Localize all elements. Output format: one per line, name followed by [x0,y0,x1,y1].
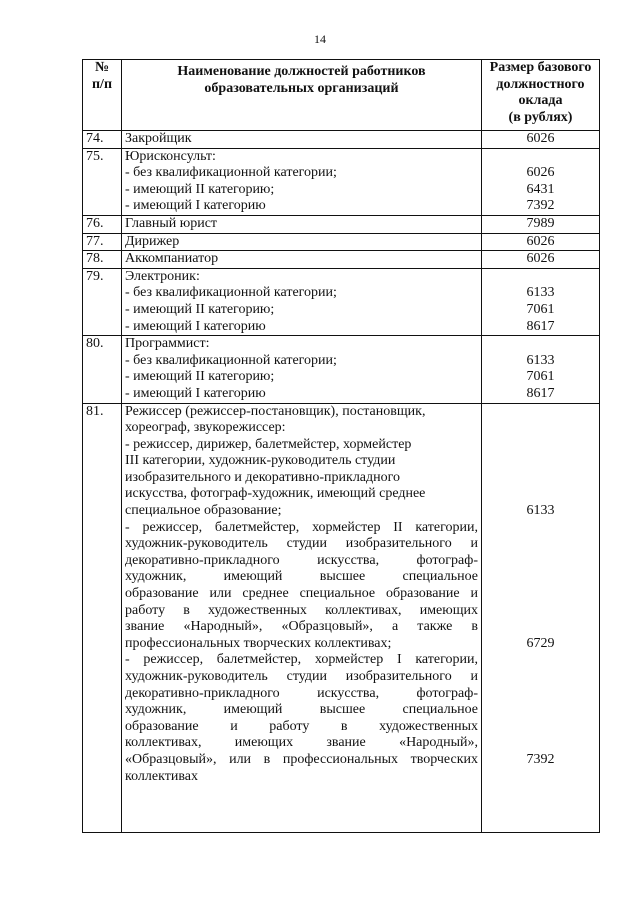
salary-spacer [485,486,596,503]
position-line: искусства, фотограф-художник, имеющий среднее [125,486,426,502]
position-line: - без квалификационной категории; [125,352,337,368]
position-line: специальное образование; [125,503,282,519]
salary-value [485,149,596,166]
table-row [83,131,600,149]
salary-spacer [485,553,596,570]
position-name [122,215,482,233]
position-line: - режиссер, балетмейстер, хормейстер II категории, [125,519,478,535]
salary-value: 6026 [526,131,555,146]
salary-spacer [485,619,596,636]
position-line: изобразительного и декоративно-прикладного [125,469,401,485]
position-line: - имеющий I категорию [125,318,266,334]
position-line: - имеющий II категорию; [125,301,275,317]
header-base-salary [482,60,600,131]
table-body [83,131,600,833]
salary-value: 8617 [526,318,555,334]
salary-cell [482,131,600,149]
salary-spacer [485,686,596,703]
salary-spacer [485,470,596,487]
position-line: декоративно-прикладного искусства, фотограф- [125,552,478,568]
salary-spacer [485,669,596,686]
row-number: 75. [83,148,122,215]
row-number: 76. [83,215,122,233]
position-name [122,403,482,832]
position-line: Дирижер [125,233,180,249]
position-line: - имеющий II категорию; [125,369,275,385]
position-line: III категории, художник-руководитель студии [125,453,396,469]
table-row [83,215,600,233]
salary-spacer [485,453,596,470]
position-line: образование и работу в художественных [125,718,478,734]
position-line: Программист: [125,336,210,352]
position-name [122,233,482,251]
salary-spacer [485,404,596,421]
salary-value: 7392 [526,751,555,767]
row-number: 74. [83,131,122,149]
salary-spacer [485,586,596,603]
position-line: - имеющий II категорию; [125,181,275,197]
header-salary-text: Размер базового [489,60,592,75]
page-number: 14 [314,32,326,46]
salary-cell [482,215,600,233]
table-row [83,251,600,269]
header-name-text: образовательных организаций [204,80,399,96]
salary-value: 6133 [526,503,555,519]
position-line: - режиссер, дирижер, балетмейстер, хормейстер [125,436,412,452]
row-number: 78. [83,251,122,269]
header-number [83,60,122,131]
salary-value: 7061 [526,369,555,385]
salary-spacer [485,569,596,586]
header-salary-text: (в рублях) [508,109,573,125]
salary-spacer [485,420,596,437]
position-line: работу в художественных коллективах, имеющих [125,602,478,618]
table-row [83,403,600,832]
salary-spacer [485,520,596,537]
header-number-text: № [94,60,110,75]
position-line: - режиссер, балетмейстер, хормейстер I категории, [125,652,478,668]
row-number: 77. [83,233,122,251]
salary-value: 6729 [526,635,555,651]
salary-cell [482,268,600,335]
position-line: коллективах, имеющих звание «Народный», [125,735,478,751]
header-salary-text: должностного [496,76,585,92]
salary-cell [482,403,600,832]
position-line: «Образцовый», или в профессиональных творческих [125,751,478,767]
position-name [122,251,482,269]
header-number-text: п/п [91,76,113,92]
position-line: образование или среднее специальное образование и [125,586,478,602]
position-line: Электроник: [125,268,200,284]
salary-spacer [485,437,596,454]
salary-value: 7989 [526,215,555,231]
position-name [122,131,482,149]
position-name [122,336,482,403]
salary-value: 6026 [526,251,555,267]
header-position-name [122,60,482,131]
salary-cell [482,148,600,215]
position-line: - имеющий I категорию [125,198,266,214]
position-line: художник, имеющий высшее специальное [125,702,478,718]
position-line: - имеющий I категорию [125,385,266,401]
salary-value: 6026 [526,165,555,181]
position-line: профессиональных творческих коллективах; [125,635,392,651]
position-line: Закройщик [125,131,192,146]
salary-value: 6133 [526,352,555,368]
table-header-row [83,60,600,131]
salary-table [82,59,600,833]
salary-spacer [485,735,596,752]
salary-cell [482,251,600,269]
position-line: звание «Народный», «Образцовый», а также в [125,619,478,635]
row-number: 79. [83,268,122,335]
position-line: - без квалификационной категории; [125,165,337,181]
table-row [83,148,600,215]
position-line: - без квалификационной категории; [125,285,337,301]
position-line: художник-руководитель студии изобразительного и [125,536,478,552]
salary-spacer [485,702,596,719]
position-line: хореограф, звукорежиссер: [125,420,286,436]
position-name [122,268,482,335]
salary-value: 6431 [526,181,555,197]
table-row [83,268,600,335]
table-row [83,233,600,251]
salary-value [485,336,596,353]
position-line: Юрисконсульт: [125,148,216,164]
position-line: Режиссер (режиссер-постановщик), постановщик, [125,403,426,419]
salary-spacer [485,536,596,553]
salary-value: 7392 [526,198,555,214]
salary-spacer [485,603,596,620]
salary-value: 8617 [526,385,555,401]
position-line: декоративно-прикладного искусства, фотограф- [125,685,478,701]
position-line: коллективах [125,768,198,784]
salary-spacer [485,652,596,669]
position-line: художник, имеющий высшее специальное [125,569,478,585]
salary-value: 6026 [526,233,555,249]
salary-spacer [485,719,596,736]
header-name-text: Наименование должностей работников [177,64,426,79]
row-number: 80. [83,336,122,403]
header-salary-text: оклада [518,93,563,109]
table-row [83,336,600,403]
position-line: художник-руководитель студии изобразительного и [125,669,478,684]
salary-value: 6133 [526,285,555,301]
position-line: Аккомпаниатор [125,251,219,267]
salary-value: 7061 [526,301,555,317]
salary-cell [482,233,600,251]
salary-value [485,269,596,286]
position-line: Главный юрист [125,215,218,231]
position-name [122,148,482,215]
salary-cell [482,336,600,403]
row-number: 81. [83,403,122,832]
